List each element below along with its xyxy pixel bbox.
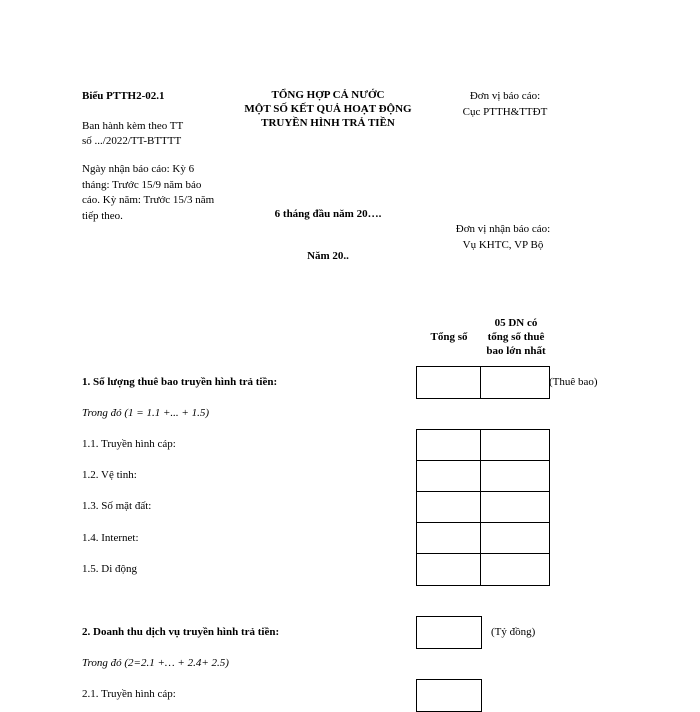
column-header-top5-line: tổng số thuê <box>487 331 545 343</box>
reporting-unit <box>440 88 570 120</box>
column-header-top5-line: bao lớn nhất <box>486 345 546 357</box>
section1-item-internet: 1.4. Internet: <box>82 532 139 544</box>
section1-item-satellite: 1.2. Vệ tinh: <box>82 469 137 481</box>
report-title <box>228 88 428 130</box>
reporting-unit-label: Đơn vị báo cáo: <box>469 90 541 102</box>
section2-item-cable: 2.1. Truyền hình cáp: <box>82 688 176 700</box>
period-half: 6 tháng đầu năm 20…. <box>274 208 382 220</box>
column-header-top5-line: 05 DN có <box>494 317 538 329</box>
satellite-total-input[interactable] <box>416 460 482 493</box>
column-header-total: Tổng số <box>430 331 468 343</box>
section1-unit: (Thuê bao) <box>549 376 598 388</box>
received-date-line: tiếp theo. <box>82 209 123 222</box>
issued-with-line: Ban hành kèm theo TT <box>82 120 184 132</box>
cable-total-input[interactable] <box>416 429 482 462</box>
section2-title: 2. Doanh thu dịch vụ truyền hình trả tiền: <box>82 626 280 638</box>
section2-formula: Trong đó (2=2.1 +… + 2.4+ 2.5) <box>82 657 229 669</box>
receiving-unit <box>438 221 568 253</box>
section1-item-terrestrial: 1.3. Số mặt đất: <box>82 500 152 512</box>
form-code: Biểu PTTH2-02.1 <box>82 90 165 102</box>
internet-total-input[interactable] <box>416 522 482 555</box>
cable-top5-input[interactable] <box>480 429 550 462</box>
reporting-unit-value: Cục PTTH&TTĐT <box>462 106 548 118</box>
section1-total-input[interactable] <box>416 366 482 399</box>
section2-unit: (Tỷ đồng) <box>491 626 536 638</box>
period-year: Năm 20.. <box>307 250 349 262</box>
column-header-top5 <box>478 316 554 358</box>
satellite-top5-input[interactable] <box>480 460 550 493</box>
section2-total-input[interactable] <box>416 616 482 649</box>
received-date-line: cáo. Kỳ năm: Trước 15/3 năm <box>82 194 215 206</box>
terrestrial-top5-input[interactable] <box>480 491 550 524</box>
terrestrial-total-input[interactable] <box>416 491 482 524</box>
receiving-unit-value: Vụ KHTC, VP Bộ <box>462 239 544 251</box>
title-line: MỘT SỐ KẾT QUẢ HOẠT ĐỘNG <box>244 103 412 115</box>
mobile-top5-input[interactable] <box>480 553 550 586</box>
section2-cable-total-input[interactable] <box>416 679 482 712</box>
section1-top5-input[interactable] <box>480 366 550 399</box>
issued-with <box>82 119 183 149</box>
received-date <box>82 162 232 224</box>
receiving-unit-label: Đơn vị nhận báo cáo: <box>455 223 551 235</box>
section1-item-mobile: 1.5. Di động <box>82 563 137 575</box>
internet-top5-input[interactable] <box>480 522 550 555</box>
mobile-total-input[interactable] <box>416 553 482 586</box>
title-line: TỔNG HỢP CẢ NƯỚC <box>271 89 385 101</box>
section1-item-cable: 1.1. Truyền hình cáp: <box>82 438 176 450</box>
received-date-line: tháng: Trước 15/9 năm báo <box>82 178 202 191</box>
section1-title: 1. Số lượng thuê bao truyền hình trả tiền: <box>82 376 278 388</box>
title-line: TRUYỀN HÌNH TRẢ TIỀN <box>261 117 395 129</box>
received-date-line: Ngày nhận báo cáo: Kỳ 6 <box>82 163 195 175</box>
section1-formula: Trong đó (1 = 1.1 +... + 1.5) <box>82 407 209 419</box>
issued-with-line: số .../2022/TT-BTTTT <box>82 135 182 147</box>
